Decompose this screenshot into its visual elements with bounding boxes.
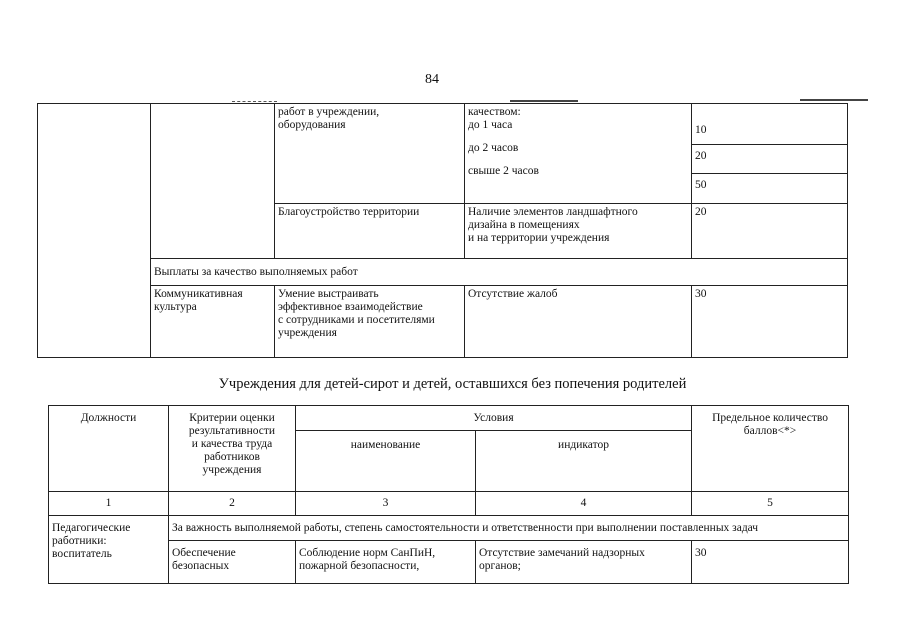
row-points: 30 — [692, 541, 849, 584]
upper-empty-cell — [38, 104, 151, 358]
section-subtitle: Учреждения для детей-сирот и детей, оставшихся без попечения родителей — [218, 376, 687, 392]
lower-table — [48, 405, 849, 584]
page-number: 84 — [425, 72, 439, 87]
upper-r2-criterion: Благоустройство территории — [275, 204, 465, 259]
col-number-2: 2 — [169, 492, 296, 516]
upper-r1-points: 10 20 50 — [692, 104, 848, 204]
upper-r2-condition: Наличие элементов ландшафтного дизайна в помещениях и на территории учреждения — [465, 204, 692, 259]
upper-r1-condition: качеством: до 1 часа до 2 часов свыше 2 часов — [465, 104, 692, 204]
upper-r2-points: 20 — [692, 204, 848, 259]
row-indicator: Отсутствие замечаний надзорных органов; — [476, 541, 692, 584]
col-number-4: 4 — [476, 492, 692, 516]
upper-r3-points: 30 — [692, 286, 848, 358]
header-position: Должности — [49, 406, 169, 492]
scan-artifact-right — [800, 99, 868, 101]
col-number-3: 3 — [296, 492, 476, 516]
row-section: За важность выполняемой работы, степень самостоятельности и ответственности при выполнении поставленных задач — [169, 516, 849, 541]
col-number-1: 1 — [49, 492, 169, 516]
header-indicator: индикатор — [476, 431, 692, 492]
upper-table — [37, 103, 848, 358]
upper-r3-criterion: Умение выстраивать эффективное взаимодействие с сотрудниками и посетителями учреждения — [275, 286, 465, 358]
header-max-points: Предельное количество баллов<*> — [692, 406, 849, 492]
upper-r3-position: Коммуникативная культура — [151, 286, 275, 358]
row-criterion: Обеспечение безопасных — [169, 541, 296, 584]
upper-position-cell — [151, 104, 275, 259]
upper-r1-criterion: работ в учреждении, оборудования — [275, 104, 465, 204]
row-position: Педагогические работники: воспитатель — [49, 516, 169, 584]
upper-section-row: Выплаты за качество выполняемых работ — [151, 259, 848, 286]
scan-artifact-center — [510, 100, 578, 102]
col-number-5: 5 — [692, 492, 849, 516]
header-criteria: Критерии оценки результативности и качества труда работников учреждения — [169, 406, 296, 492]
header-name: наименование — [296, 431, 476, 492]
row-name: Соблюдение норм СанПиН, пожарной безопасности, — [296, 541, 476, 584]
header-conditions: Условия — [296, 406, 692, 431]
upper-r3-condition: Отсутствие жалоб — [465, 286, 692, 358]
scan-artifact-left — [232, 101, 277, 102]
